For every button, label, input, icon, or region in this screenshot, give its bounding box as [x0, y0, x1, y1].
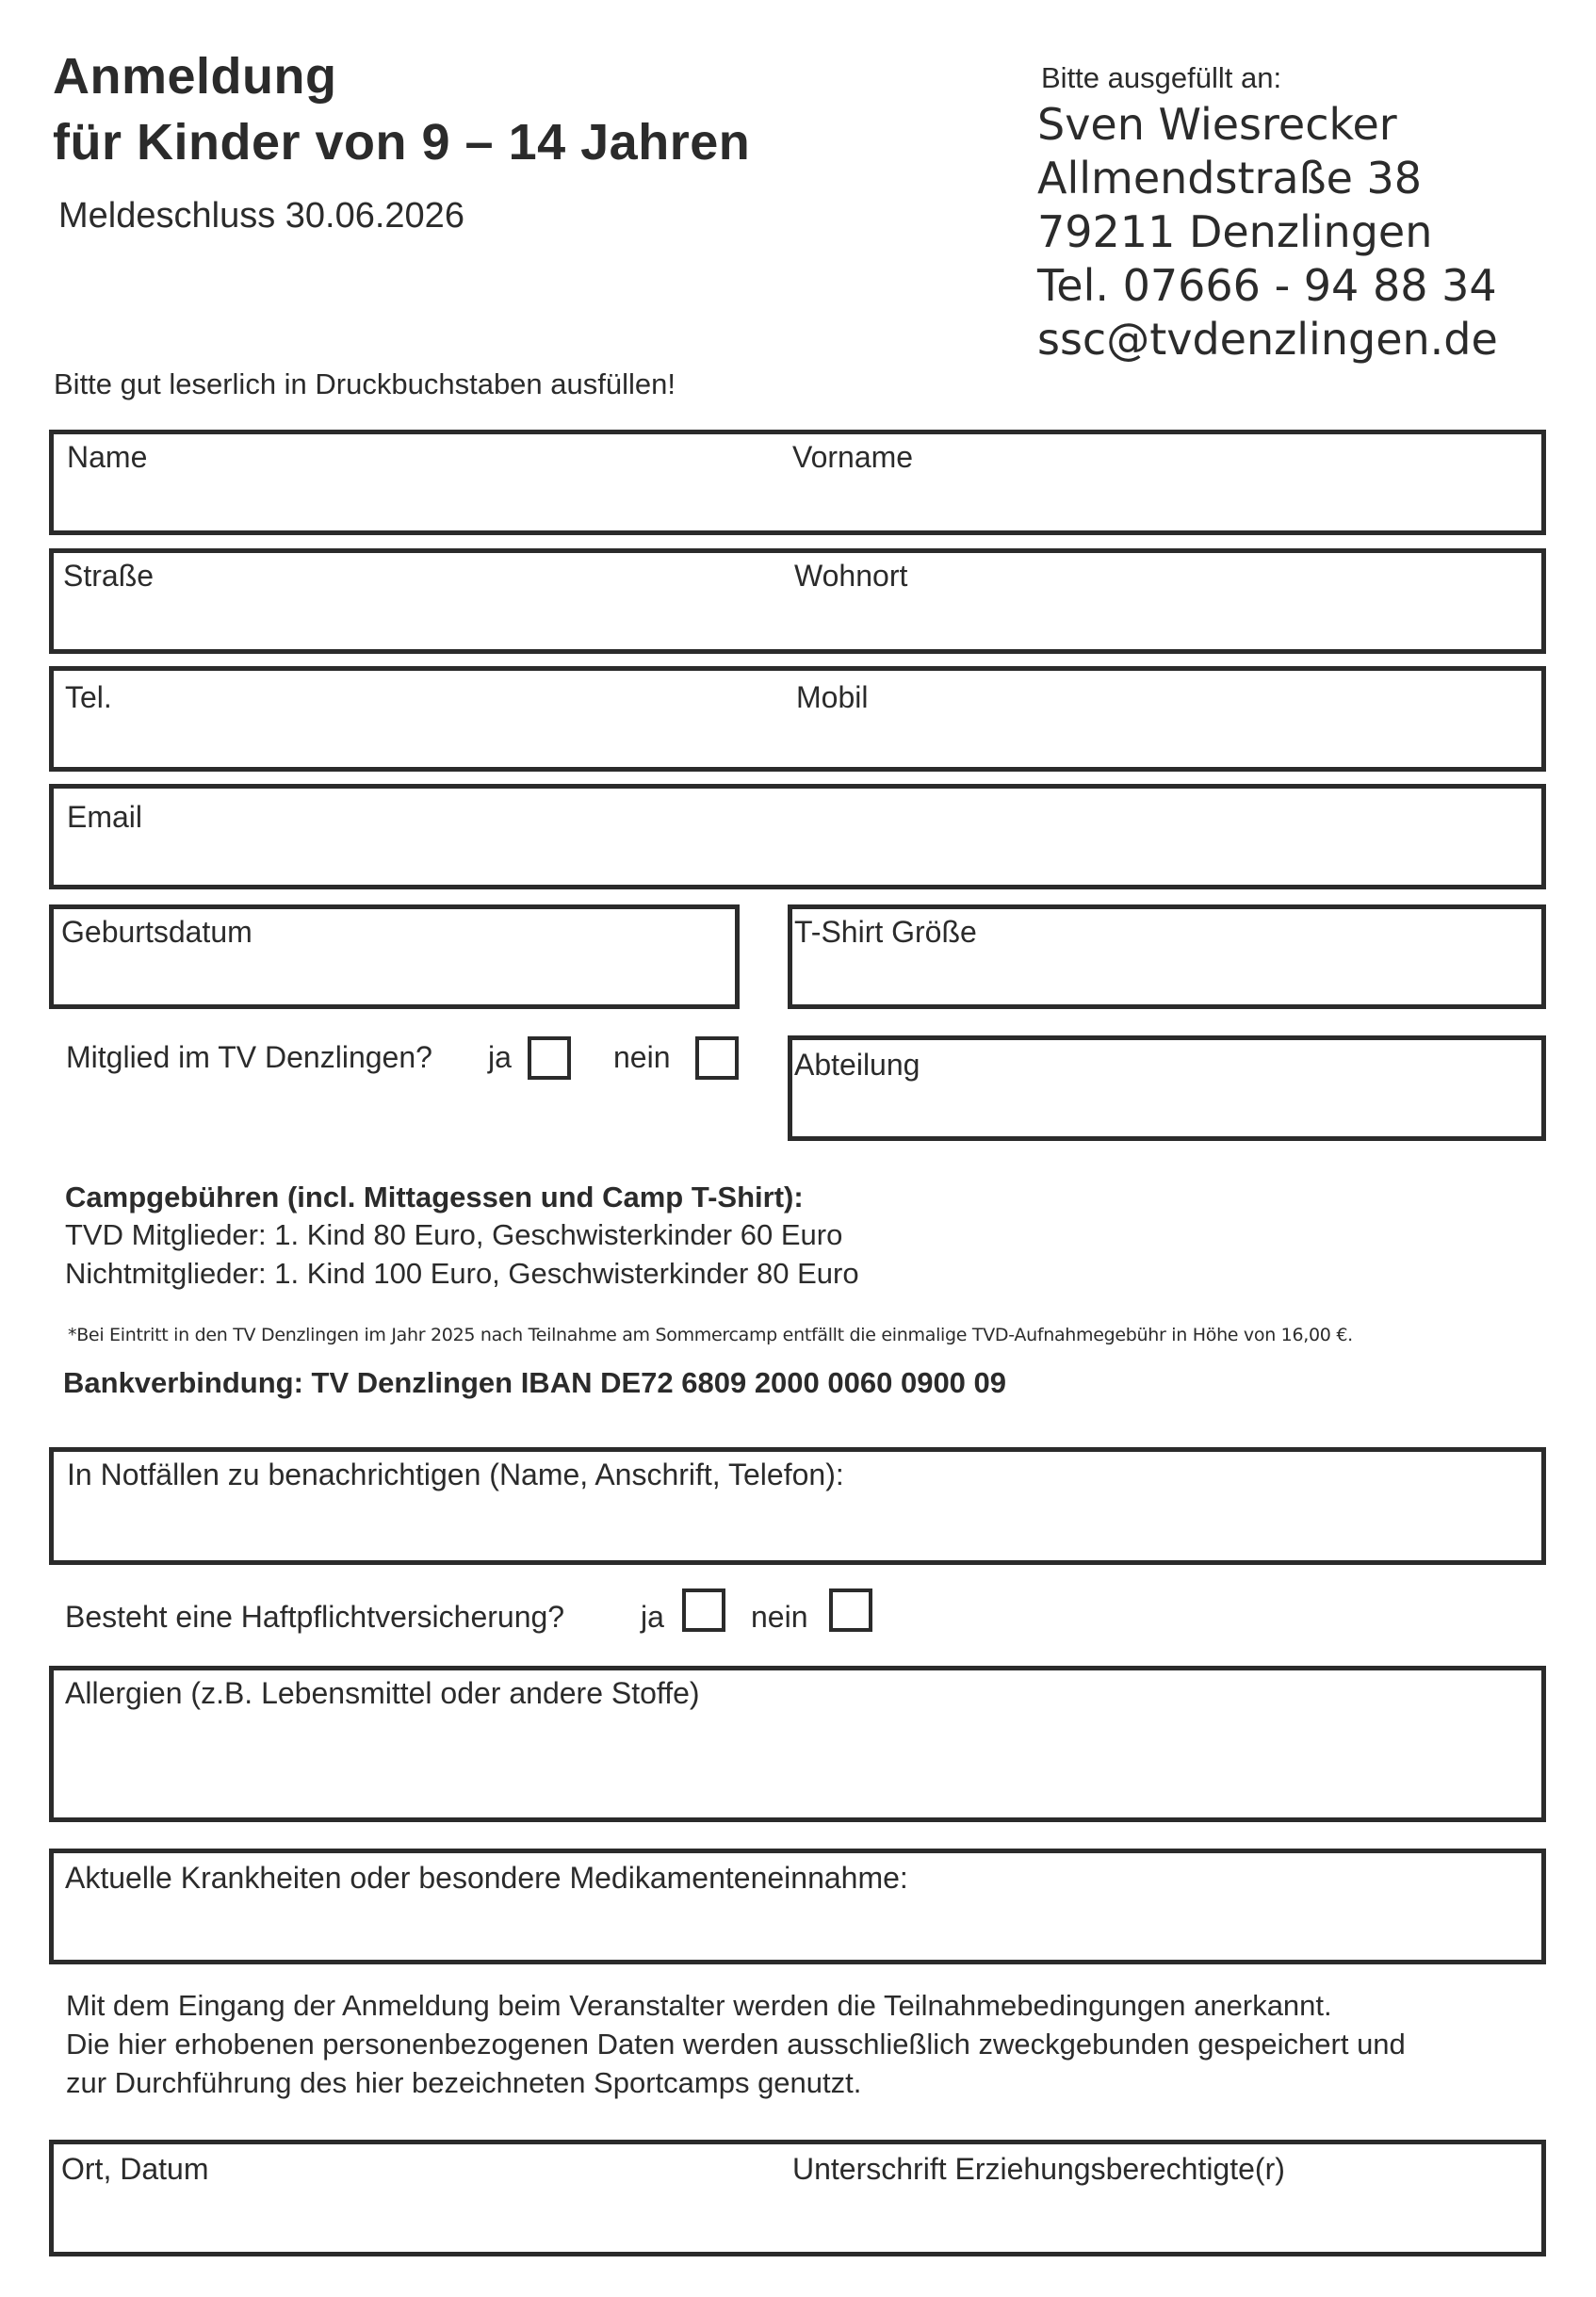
- insurance-question: Besteht eine Haftpflichtversicherung?: [65, 1600, 565, 1634]
- consent-line-1: Mit dem Eingang der Anmeldung beim Veranstalter werden die Teilnahmebedingungen anerkannt.: [66, 1989, 1332, 2022]
- vorname-label: Vorname: [792, 440, 914, 474]
- insurance-yes-checkbox[interactable]: [682, 1588, 725, 1632]
- strasse-label: Straße: [63, 559, 155, 593]
- form-title-line2: für Kinder von 9 – 14 Jahren: [53, 114, 751, 171]
- email-label: Email: [67, 800, 143, 834]
- fees-heading: Campgebühren (incl. Mittagessen und Camp T-Shirt):: [65, 1181, 804, 1214]
- insurance-no-label: nein: [751, 1600, 808, 1634]
- membership-no-label: nein: [613, 1040, 671, 1074]
- allergies-label: Allergien (z.B. Lebensmittel oder andere Stoffe): [65, 1676, 700, 1710]
- illness-medication-field[interactable]: [49, 1849, 1546, 1964]
- illness-medication-label: Aktuelle Krankheiten oder besondere Medikamenteneinnahme:: [65, 1861, 908, 1895]
- insurance-no-checkbox[interactable]: [829, 1588, 872, 1632]
- recipient-email: ssc@tvdenzlingen.de: [1037, 314, 1498, 365]
- deadline-text: Meldeschluss 30.06.2026: [58, 196, 464, 236]
- place-date-label: Ort, Datum: [61, 2152, 209, 2186]
- recipient-street: Allmendstraße 38: [1037, 153, 1423, 204]
- emergency-contact-field[interactable]: [49, 1447, 1546, 1565]
- recipient-phone: Tel. 07666 - 94 88 34: [1037, 260, 1497, 311]
- recipient-name: Sven Wiesrecker: [1037, 99, 1397, 150]
- wohnort-label: Wohnort: [794, 559, 908, 593]
- fees-non-members: Nichtmitglieder: 1. Kind 100 Euro, Geschwisterkinder 80 Euro: [65, 1257, 859, 1290]
- instruction-text: Bitte gut leserlich in Druckbuchstaben ausfüllen!: [54, 367, 676, 400]
- insurance-yes-label: ja: [641, 1600, 664, 1634]
- signature-row[interactable]: [49, 2140, 1546, 2256]
- membership-yes-checkbox[interactable]: [528, 1036, 571, 1080]
- allergies-field[interactable]: [49, 1666, 1546, 1822]
- abteilung-field[interactable]: [788, 1035, 1546, 1141]
- consent-line-3: zur Durchführung des hier bezeichneten Sportcamps genutzt.: [66, 2066, 862, 2099]
- fees-footnote: *Bei Eintritt in den TV Denzlingen im Jahr 2025 nach Teilnahme am Sommercamp entfällt die einmalige TVD-Aufnahmegebühr in Höhe von 16,00 €.: [68, 1325, 1353, 1345]
- consent-line-2: Die hier erhobenen personenbezogenen Daten werden ausschließlich zweckgebunden gespeichert und: [66, 2028, 1406, 2061]
- recipient-address: [1037, 98, 1498, 367]
- membership-no-checkbox[interactable]: [695, 1036, 739, 1080]
- form-title-line1: Anmeldung: [53, 48, 337, 105]
- membership-yes-label: ja: [488, 1040, 512, 1074]
- membership-question: Mitglied im TV Denzlingen?: [66, 1040, 432, 1074]
- name-row[interactable]: [49, 430, 1546, 535]
- phone-row[interactable]: [49, 666, 1546, 772]
- address-row[interactable]: [49, 548, 1546, 654]
- tel-label: Tel.: [65, 680, 112, 714]
- consent-text: [66, 1986, 1406, 2102]
- recipient-label: Bitte ausgefüllt an:: [1041, 61, 1282, 94]
- geburtsdatum-label: Geburtsdatum: [61, 915, 252, 949]
- email-field[interactable]: [49, 784, 1546, 889]
- tshirt-size-label: T-Shirt Größe: [794, 915, 977, 949]
- fees-members: TVD Mitglieder: 1. Kind 80 Euro, Geschwisterkinder 60 Euro: [65, 1218, 843, 1251]
- name-label: Name: [67, 440, 148, 474]
- abteilung-label: Abteilung: [794, 1048, 920, 1082]
- emergency-contact-label: In Notfällen zu benachrichtigen (Name, Anschrift, Telefon):: [67, 1458, 844, 1491]
- geburtsdatum-field[interactable]: [49, 904, 740, 1009]
- recipient-city: 79211 Denzlingen: [1037, 206, 1433, 257]
- bank-details: Bankverbindung: TV Denzlingen IBAN DE72 6809 2000 0060 0900 09: [63, 1366, 1007, 1399]
- guardian-signature-label: Unterschrift Erziehungsberechtigte(r): [792, 2152, 1285, 2186]
- mobil-label: Mobil: [796, 680, 869, 714]
- tshirt-size-field[interactable]: [788, 904, 1546, 1009]
